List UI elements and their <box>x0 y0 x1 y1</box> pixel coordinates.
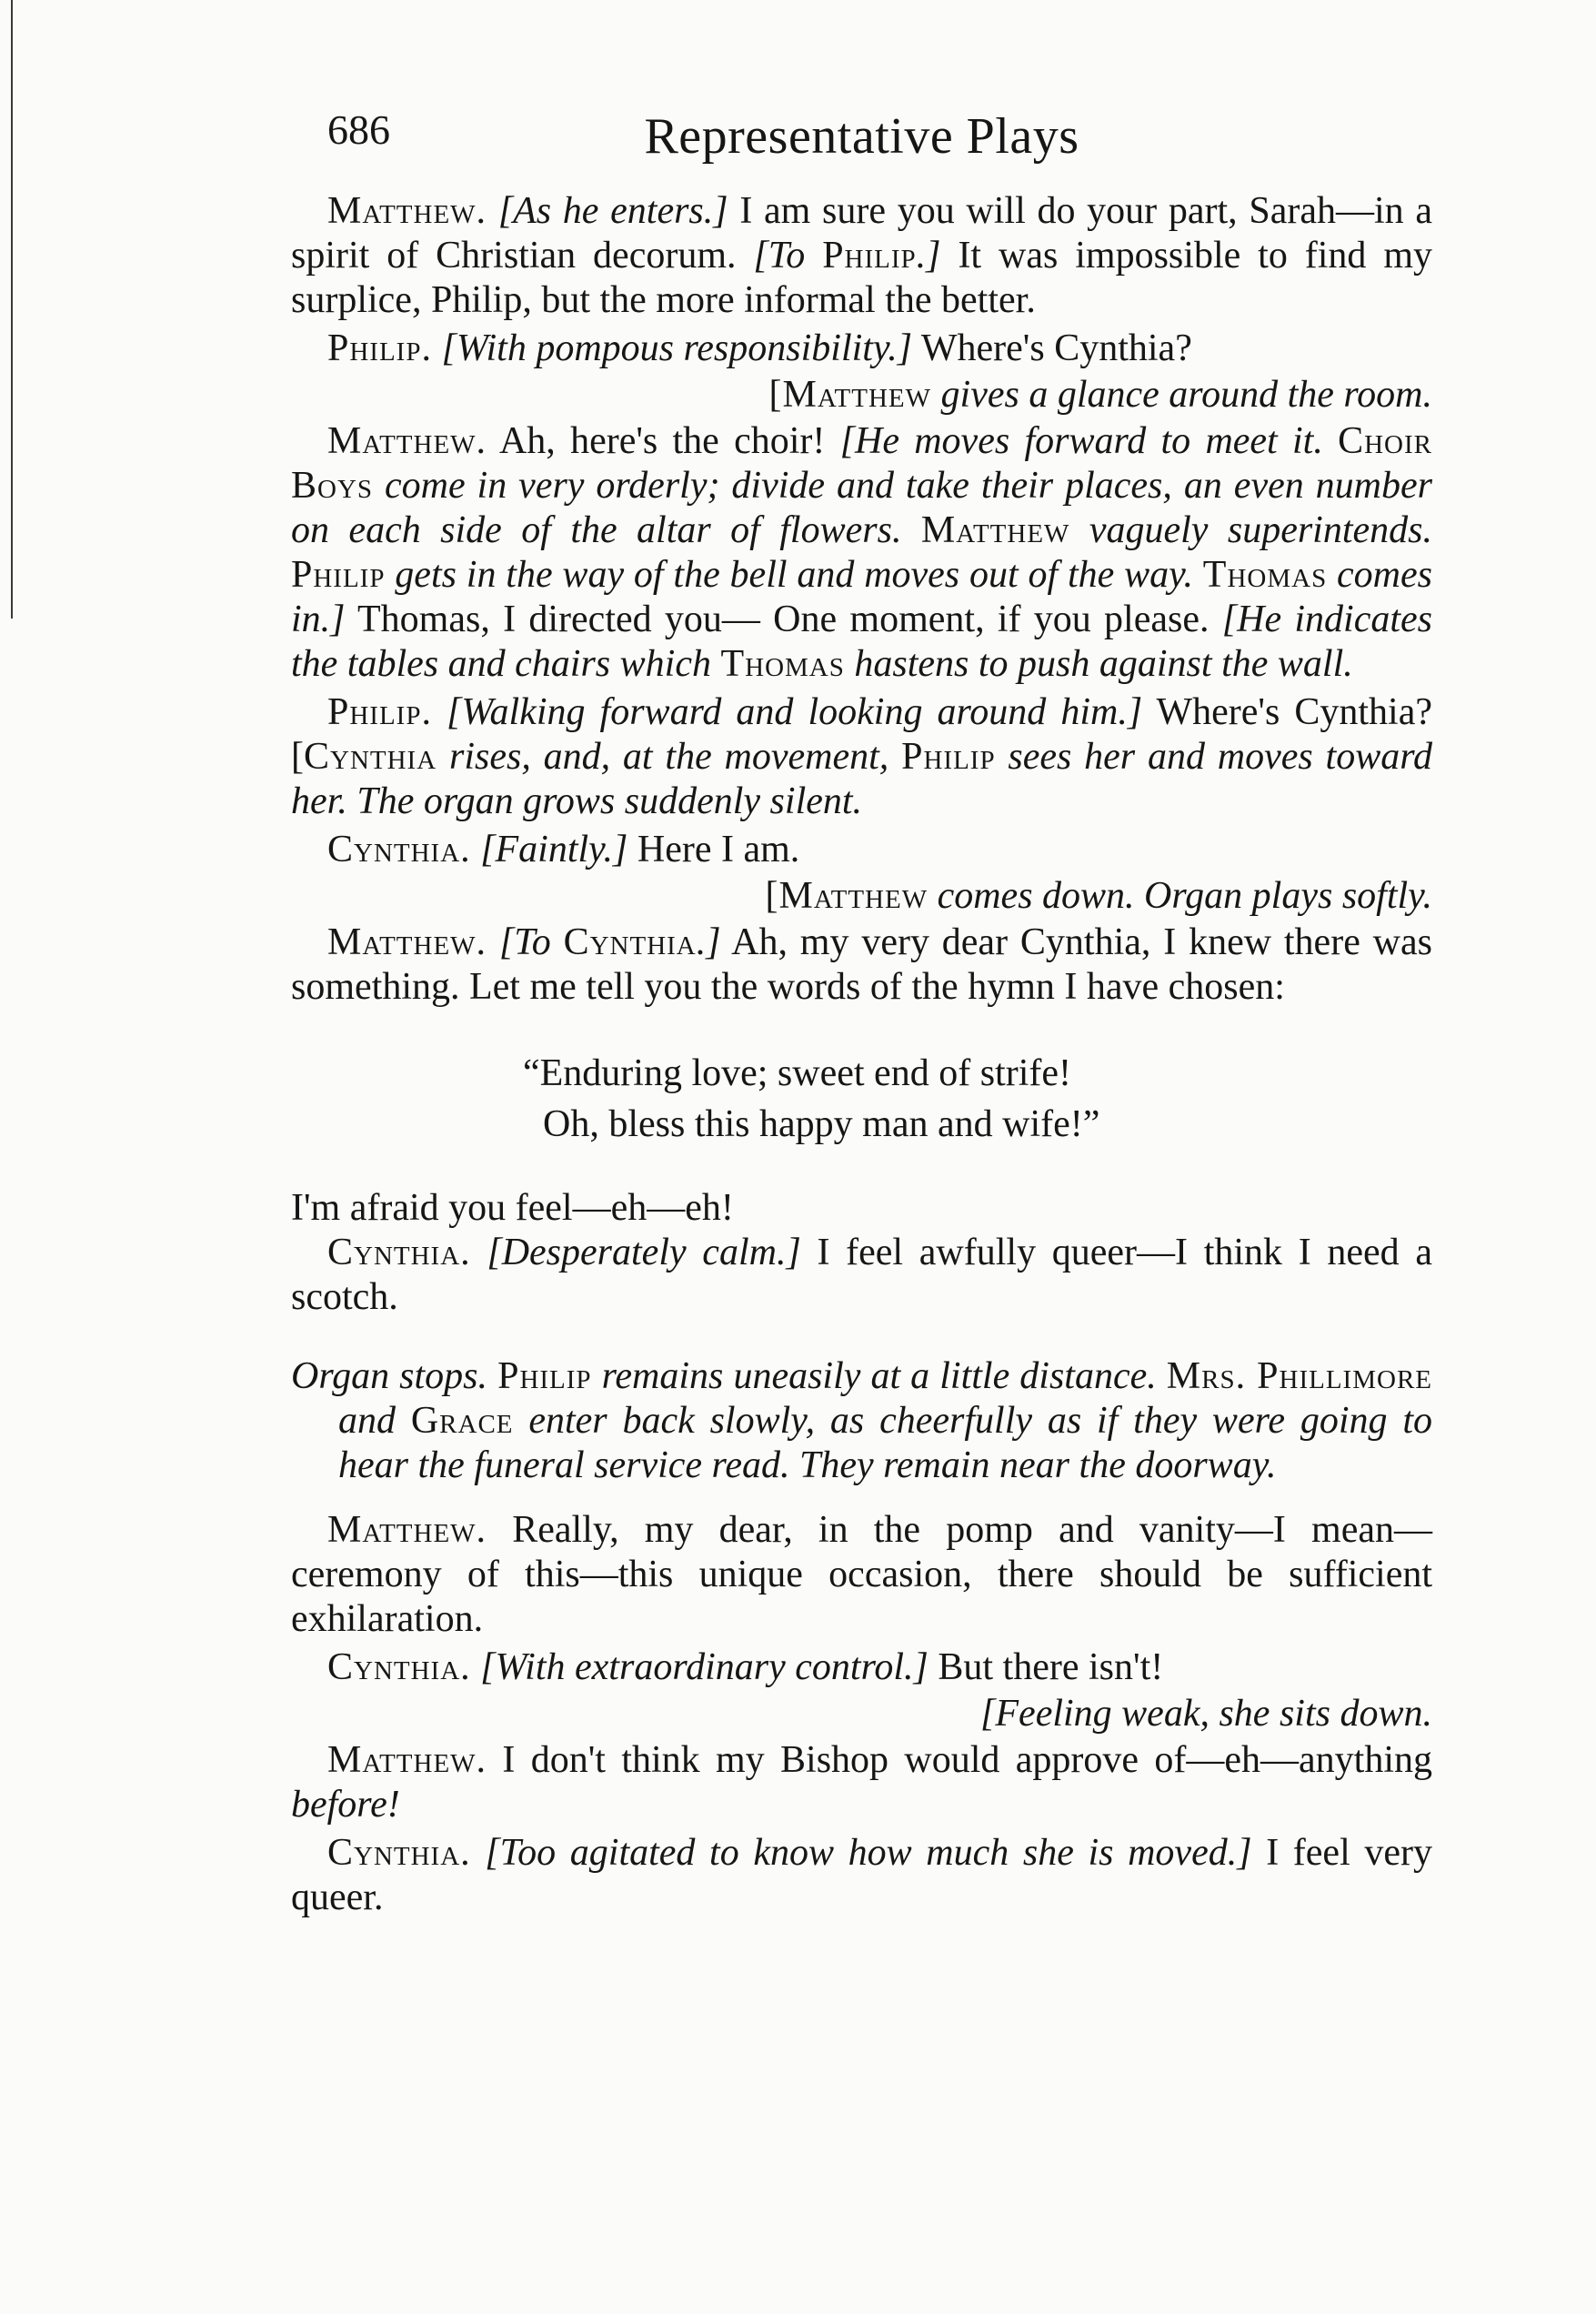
stage-direction: rises, and, at the movement, <box>437 736 889 778</box>
stage-direction-right <box>291 373 1432 418</box>
speech-matthew-3 <box>291 921 1432 1010</box>
character-name: Philip <box>901 736 996 778</box>
dialogue: It was impossible to find my surplice, Philip, but the more informal the better. <box>291 235 1432 321</box>
verse-line: Oh, bless this happy man and wife!” <box>543 1103 1100 1145</box>
character-name: Thomas <box>1202 554 1328 596</box>
stage-direction: [With pompous responsibility.] <box>441 327 913 369</box>
stage-direction: .] <box>696 921 721 963</box>
dialogue: Really, my dear, in the pomp and vanity—I mean—ceremony of this—this unique occasion, there should be sufficient exhilaration. <box>291 1509 1432 1640</box>
stage-direction: [As he enters.] <box>497 190 728 232</box>
character-name: Thomas <box>720 643 845 685</box>
character-name: Philip <box>291 554 386 596</box>
speaker-name: Cynthia. <box>327 1232 471 1273</box>
stage-direction: [Feeling weak, she sits down. <box>980 1693 1432 1735</box>
speech-cynthia-3 <box>291 1645 1432 1690</box>
speech-matthew-1 <box>291 189 1432 323</box>
speech-philip-1 <box>291 327 1432 371</box>
character-name: Grace <box>410 1400 514 1442</box>
dialogue: I feel very queer. <box>291 1832 1432 1918</box>
character-name: Matthew <box>920 509 1070 551</box>
speaker-name: Matthew. <box>327 1739 487 1781</box>
dialogue: I don't think my Bishop would approve of—eh—anything <box>487 1739 1432 1781</box>
emphasis: before! <box>291 1784 400 1826</box>
speaker-name: Cynthia. <box>327 1646 471 1688</box>
stage-direction: vaguely superintends. <box>1069 509 1433 551</box>
stage-direction: comes in.] <box>291 554 1432 640</box>
stage-direction-right <box>291 874 1432 919</box>
stage-direction: and <box>338 1400 411 1442</box>
stage-direction: [To <box>498 921 551 963</box>
speaker-name: Matthew. <box>327 921 487 963</box>
page-number: 686 <box>327 106 390 153</box>
page-header <box>291 107 1432 189</box>
speaker-name: Philip. <box>327 691 432 733</box>
speech-matthew-5 <box>291 1738 1432 1827</box>
stage-direction: comes down. Organ plays softly. <box>928 875 1432 917</box>
dialogue: Thomas, I directed you— One moment, if you please. <box>345 599 1222 640</box>
character-name: Cynthia <box>563 921 697 963</box>
dialogue: Here I am. <box>627 829 800 870</box>
stage-direction: enter back slowly, as cheerfully as if they were going to hear the funeral service read. They remain near the doorway. <box>338 1400 1433 1486</box>
speech-cynthia-1 <box>291 828 1432 872</box>
stage-direction-block <box>291 1354 1432 1488</box>
character-name: Cynthia <box>304 736 437 778</box>
stage-direction: hastens to push against the wall. <box>844 643 1353 685</box>
dialogue-continuation: I'm afraid you feel—eh—eh! <box>291 1187 734 1229</box>
running-title: Representative Plays <box>644 108 1079 165</box>
scan-edge-rule <box>11 0 13 619</box>
stage-direction: [Too agitated to know how much she is moved.] <box>485 1832 1252 1874</box>
stage-direction: [He moves forward to meet it. <box>839 420 1323 462</box>
stage-direction: gets in the way of the bell and moves out of the way. <box>385 554 1203 596</box>
stage-direction: Organ stops. <box>291 1355 498 1397</box>
stage-direction: .] <box>916 235 941 277</box>
stage-direction: come in very orderly; divide and take their places, an even number on each side of the altar of flowers. <box>291 465 1432 551</box>
character-name: [Matthew <box>768 374 932 416</box>
speaker-name: Matthew. <box>327 420 487 462</box>
character-name: Mrs. Phillimore <box>1166 1355 1432 1397</box>
stage-direction: remains uneasily at a little distance. <box>591 1355 1167 1397</box>
speaker-name: Cynthia. <box>327 829 471 870</box>
stage-direction: sees her and moves toward her. The organ grows suddenly silent. <box>291 736 1432 822</box>
speech-cynthia-4 <box>291 1831 1432 1920</box>
speaker-name: Matthew. <box>327 1509 487 1551</box>
stage-direction: [Walking forward and looking around him.] <box>447 691 1143 733</box>
character-name: [Matthew <box>765 875 928 917</box>
stage-direction: [He indicates the tables and chairs which <box>291 599 1432 685</box>
dialogue: Ah, here's the choir! <box>487 420 840 462</box>
character-name: Philip <box>822 235 917 277</box>
hymn-verse <box>291 1048 1432 1150</box>
speech-cynthia-2 <box>291 1231 1432 1320</box>
stage-direction-right <box>291 1692 1432 1736</box>
stage-direction: [Desperately calm.] <box>487 1232 801 1273</box>
speaker-name: Philip. <box>327 327 432 369</box>
speech-matthew-2 <box>291 419 1432 687</box>
dialogue: Ah, my very dear Cynthia, I knew there was something. Let me tell you the words of the hymn I have chosen: <box>291 921 1432 1008</box>
verse-line: “Enduring love; sweet end of strife! <box>523 1052 1071 1094</box>
dialogue: I feel awfully queer—I think I need a scotch. <box>291 1232 1433 1318</box>
speaker-name: Matthew. <box>327 190 487 232</box>
dialogue: Where's Cynthia? <box>912 327 1192 369</box>
dialogue: Where's Cynthia? [ <box>291 691 1432 778</box>
dialogue: I am sure you will do your part, Sarah—in a spirit of Christian decorum. <box>291 190 1432 277</box>
speaker-name: Cynthia. <box>327 1832 471 1874</box>
speech-philip-2 <box>291 690 1432 824</box>
stage-direction: [Faintly.] <box>480 829 628 870</box>
character-name: Philip <box>497 1355 592 1397</box>
book-page <box>291 107 1432 1920</box>
speech-matthew-4 <box>291 1508 1432 1642</box>
stage-direction: gives a glance around the room. <box>931 374 1432 416</box>
character-name: Choir Boys <box>291 420 1432 507</box>
stage-direction: [With extraordinary control.] <box>480 1646 928 1688</box>
stage-direction: [To <box>753 235 806 277</box>
dialogue: But there isn't! <box>928 1646 1164 1688</box>
